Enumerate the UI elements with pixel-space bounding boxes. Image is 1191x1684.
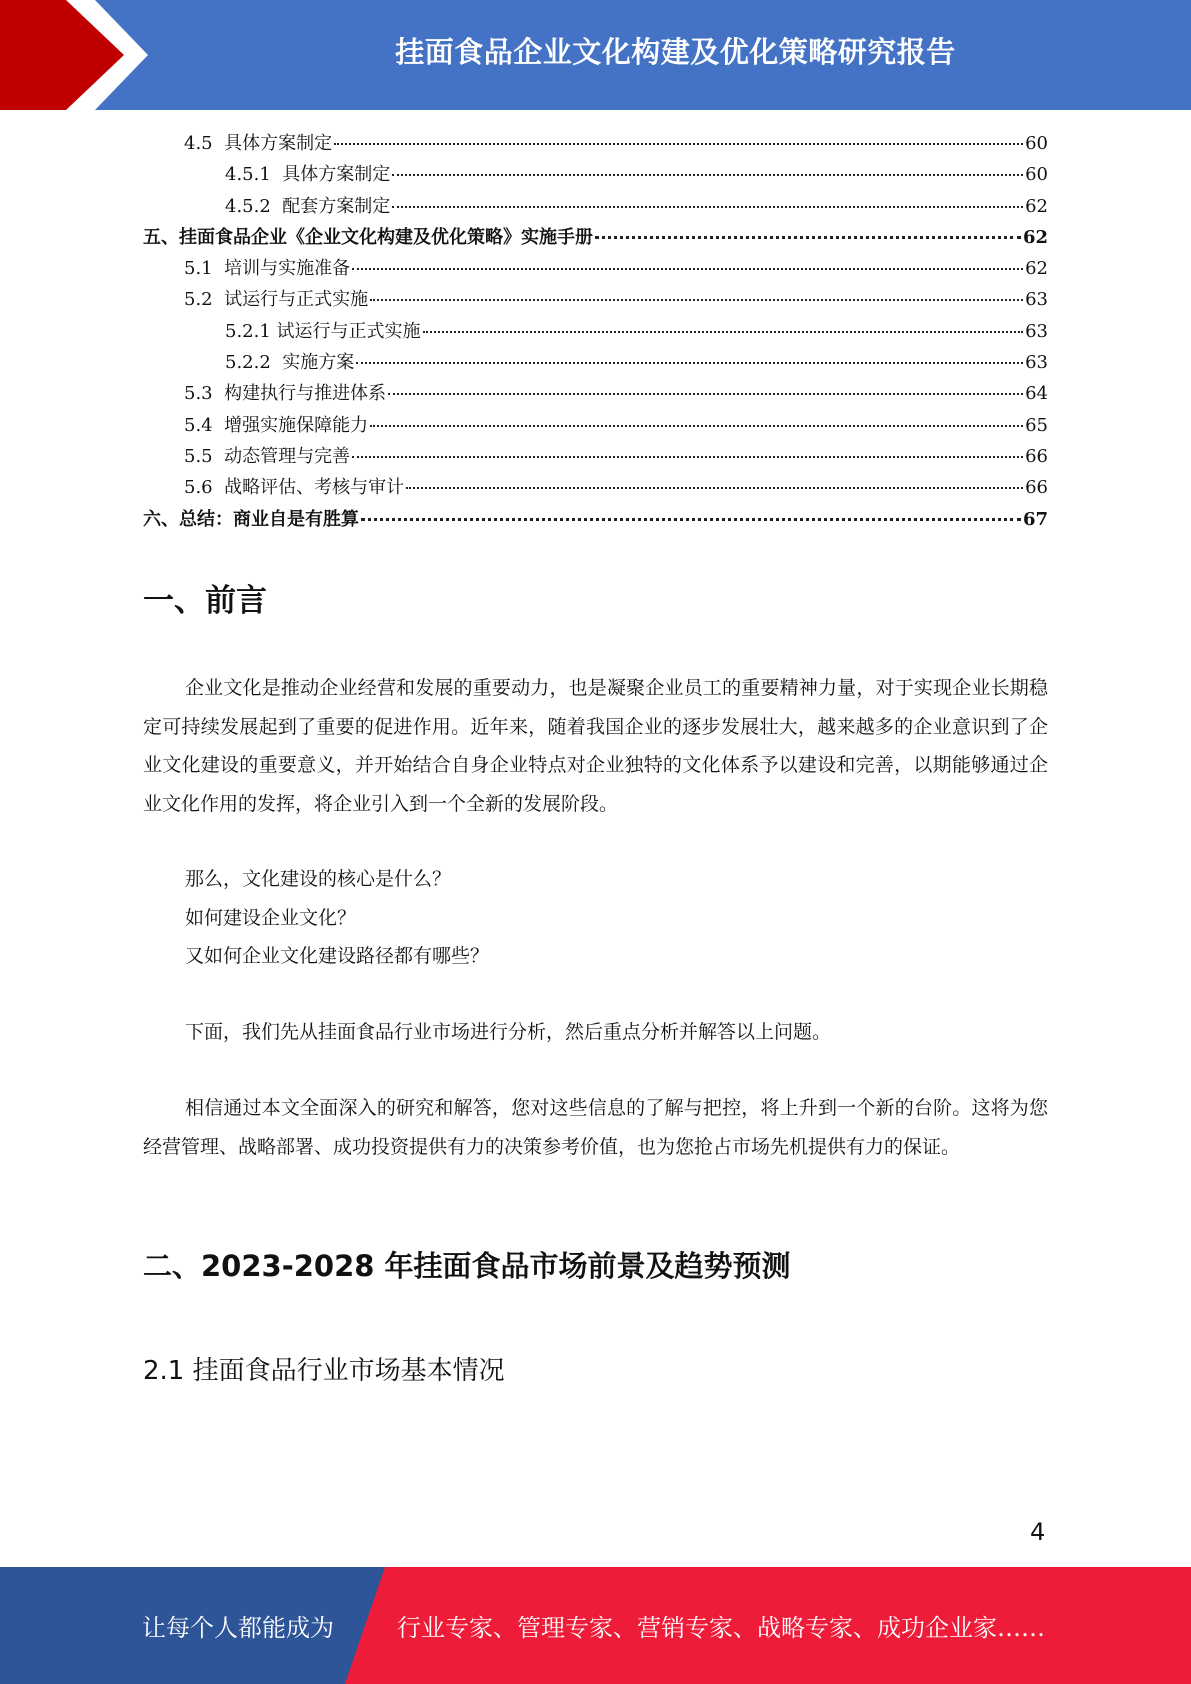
toc-entry-page: 62: [1025, 258, 1048, 280]
toc-dot-leader: [406, 487, 1023, 489]
toc-dot-leader: [352, 456, 1023, 458]
toc-dot-leader: [595, 236, 1021, 239]
question-line: 又如何企业文化建设路径都有哪些？: [185, 945, 490, 967]
page-number: 4: [1030, 1518, 1046, 1546]
toc-dot-leader: [356, 362, 1023, 364]
toc-entry[interactable]: [143, 504, 1048, 535]
toc-dot-leader: [392, 206, 1023, 208]
toc-entry[interactable]: [143, 253, 1048, 284]
toc-entry[interactable]: [143, 410, 1048, 441]
toc-dot-leader: [370, 425, 1023, 427]
toc-entry[interactable]: [143, 441, 1048, 472]
toc-entry-page: 66: [1025, 445, 1048, 467]
toc-entry-page: 63: [1025, 320, 1048, 342]
toc-entry[interactable]: [143, 316, 1048, 347]
section-heading-preface: 一、前言: [143, 583, 267, 619]
toc-entry-page: 64: [1025, 383, 1048, 405]
toc-dot-leader: [388, 393, 1023, 395]
toc-entry-label: 5.4 增强实施保障能力: [184, 414, 369, 436]
page-footer: [0, 1567, 1191, 1684]
toc-entry[interactable]: [143, 284, 1048, 315]
toc-entry-label: 5.6 战略评估、考核与审计: [184, 477, 405, 499]
toc-entry-page: 62: [1025, 195, 1048, 217]
table-of-contents: [143, 128, 1048, 535]
section-heading-market-forecast: 二、2023-2028 年挂面食品市场前景及趋势预测: [143, 1249, 791, 1283]
toc-entry-page: 62: [1022, 226, 1048, 248]
toc-entry-page: 63: [1025, 352, 1048, 374]
toc-entry-page: 67: [1022, 508, 1048, 530]
question-line: 如何建设企业文化？: [185, 906, 357, 929]
toc-dot-leader: [423, 331, 1024, 333]
preface-questions: [143, 860, 1048, 976]
toc-dot-leader: [334, 143, 1023, 145]
toc-dot-leader: [392, 174, 1023, 176]
toc-entry-label: 五、挂面食品企业《企业文化构建及优化策略》实施手册: [143, 226, 593, 248]
toc-entry[interactable]: [143, 347, 1048, 378]
toc-entry[interactable]: [143, 222, 1048, 253]
toc-entry-label: 六、总结：商业自是有胜算: [143, 508, 359, 530]
subsection-heading-market-basics: 2.1 挂面食品行业市场基本情况: [143, 1356, 505, 1386]
toc-entry[interactable]: [143, 159, 1048, 190]
toc-entry-label: 5.5 动态管理与完善: [184, 445, 351, 467]
toc-dot-leader: [361, 518, 1021, 521]
toc-entry-page: 65: [1025, 414, 1048, 436]
page-header: [0, 0, 1191, 110]
toc-entry-page: 60: [1025, 133, 1048, 154]
toc-entry-label: 5.1 培训与实施准备: [184, 258, 351, 280]
preface-paragraph-1: 企业文化是推动企业经营和发展的重要动力，也是凝聚企业员工的重要精神力量，对于实现企业长期稳定可持续发展起到了重要的促进作用。近年来，随着我国企业的逐步发展壮大，越来越多的企业意识到了企业文化建设的重要意义，并开始结合自身企业特点对企业独特的文化体系予以建设和完善，以期能够通过企业文化作用的发挥，将企业引入到一个全新的发展阶段。: [143, 677, 1048, 815]
toc-entry-label: 5.2 试运行与正式实施: [184, 289, 369, 311]
toc-entry-page: 63: [1025, 289, 1048, 311]
toc-entry[interactable]: [143, 128, 1048, 159]
preface-paragraph-3: 相信通过本文全面深入的研究和解答，您对这些信息的了解与把控，将上升到一个新的台阶。这将为您经营管理、战略部署、成功投资提供有力的决策参考价值，也为您抢占市场先机提供有力的保证。: [143, 1097, 1048, 1158]
footer-slogan-left: 让每个人都能成为: [142, 1614, 334, 1642]
toc-entry-label: 4.5 具体方案制定: [184, 133, 333, 154]
toc-entry-page: 66: [1025, 477, 1048, 499]
toc-dot-leader: [370, 299, 1023, 301]
toc-entry[interactable]: [143, 378, 1048, 409]
toc-entry[interactable]: [143, 472, 1048, 503]
question-line: 那么，文化建设的核心是什么？: [185, 868, 452, 890]
toc-entry-label: 4.5.1 具体方案制定: [225, 164, 391, 186]
toc-entry[interactable]: [143, 191, 1048, 222]
footer-slogan-right: 行业专家、管理专家、营销专家、战略专家、成功企业家……: [397, 1614, 1045, 1642]
report-title: 挂面食品企业文化构建及优化策略研究报告: [395, 34, 956, 69]
toc-entry-label: 5.2.2 实施方案: [225, 352, 355, 374]
toc-entry-label: 4.5.2 配套方案制定: [225, 195, 391, 217]
preface-paragraph-2: 下面，我们先从挂面食品行业市场进行分析，然后重点分析并解答以上问题。: [185, 1021, 832, 1043]
toc-entry-page: 60: [1025, 164, 1048, 186]
toc-entry-label: 5.2.1 试运行与正式实施: [225, 320, 421, 342]
toc-dot-leader: [352, 268, 1023, 270]
toc-entry-label: 5.3 构建执行与推进体系: [184, 383, 387, 405]
